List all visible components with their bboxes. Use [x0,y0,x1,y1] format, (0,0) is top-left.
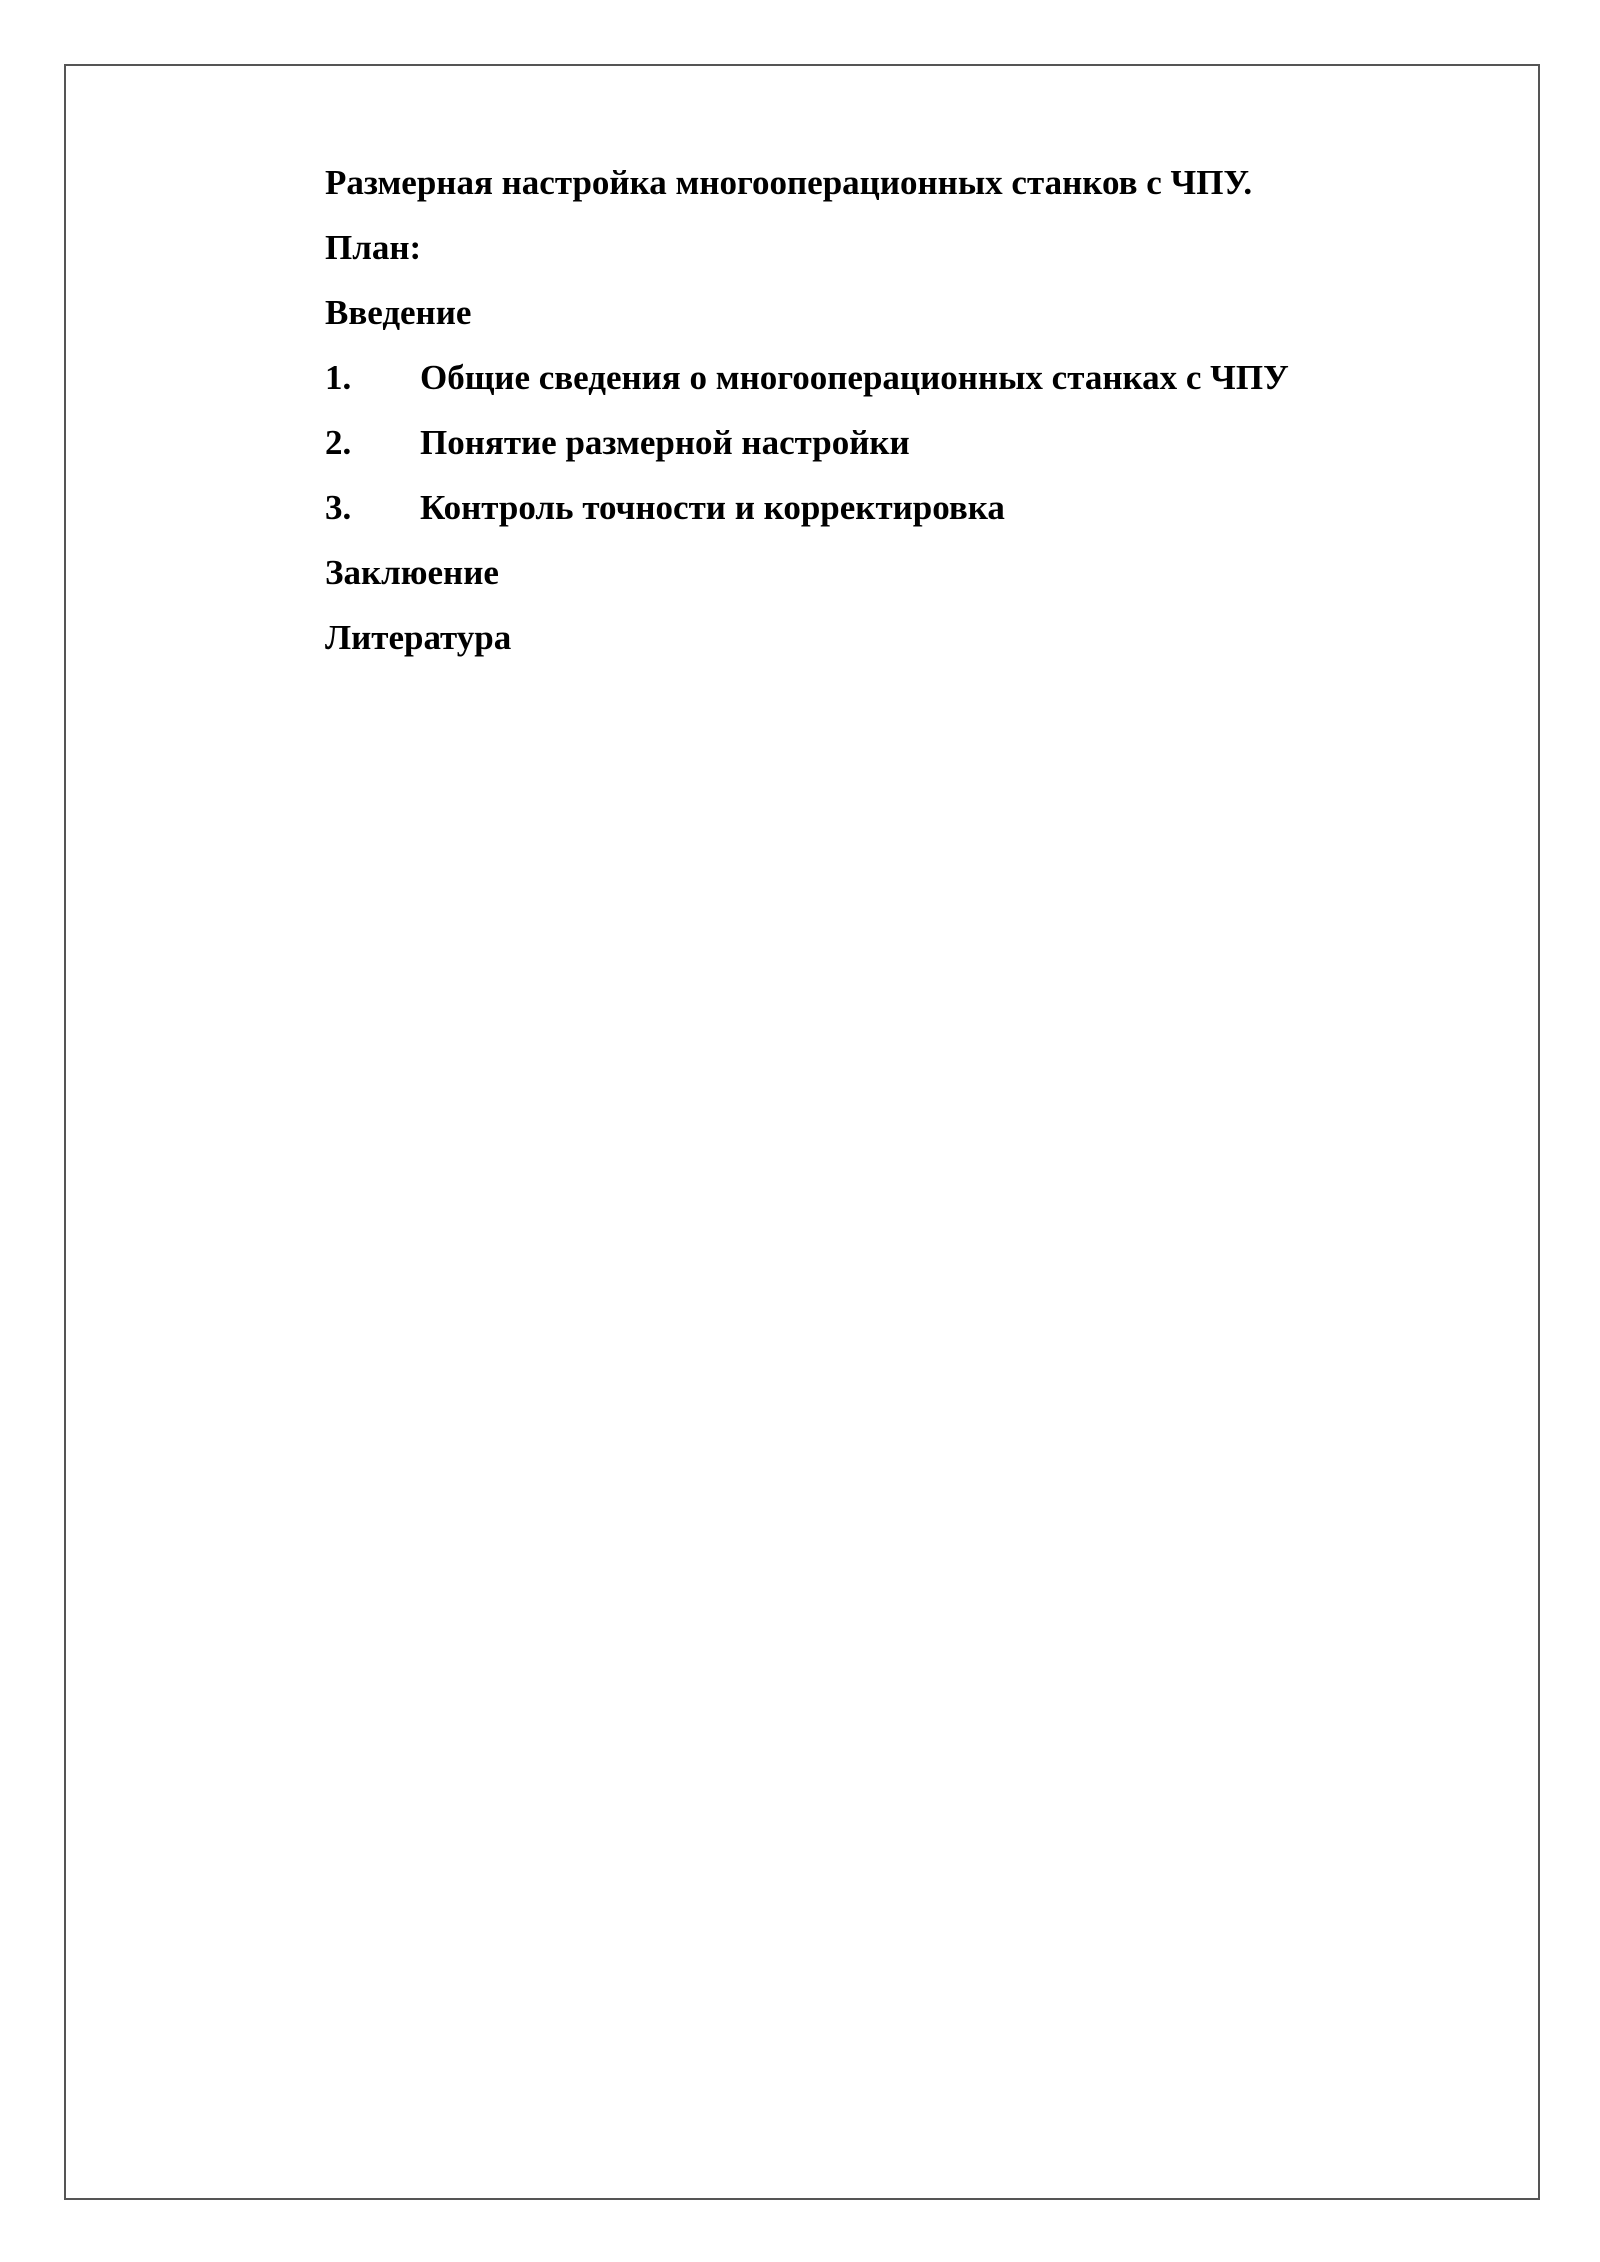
list-item-number: 1. [325,358,352,397]
list-item-number: 2. [325,423,352,462]
list-item-number: 3. [325,488,352,527]
list-item [325,345,1445,410]
intro-heading: Введение [325,293,472,332]
conclusion-heading: Заклюение [325,553,499,592]
list-item-text: Понятие размерной настройки [420,423,910,462]
document-body [325,150,1445,670]
list-item [325,410,1445,475]
document-title: Размерная настройка многооперационных станков с ЧПУ. [325,163,1253,202]
list-item [325,475,1445,540]
list-item-text: Общие сведения о многооперационных станках с ЧПУ [420,358,1289,397]
literature-heading: Литература [325,618,512,657]
list-item-text: Контроль точности и корректировка [420,488,1005,527]
plan-label: План: [325,228,422,267]
